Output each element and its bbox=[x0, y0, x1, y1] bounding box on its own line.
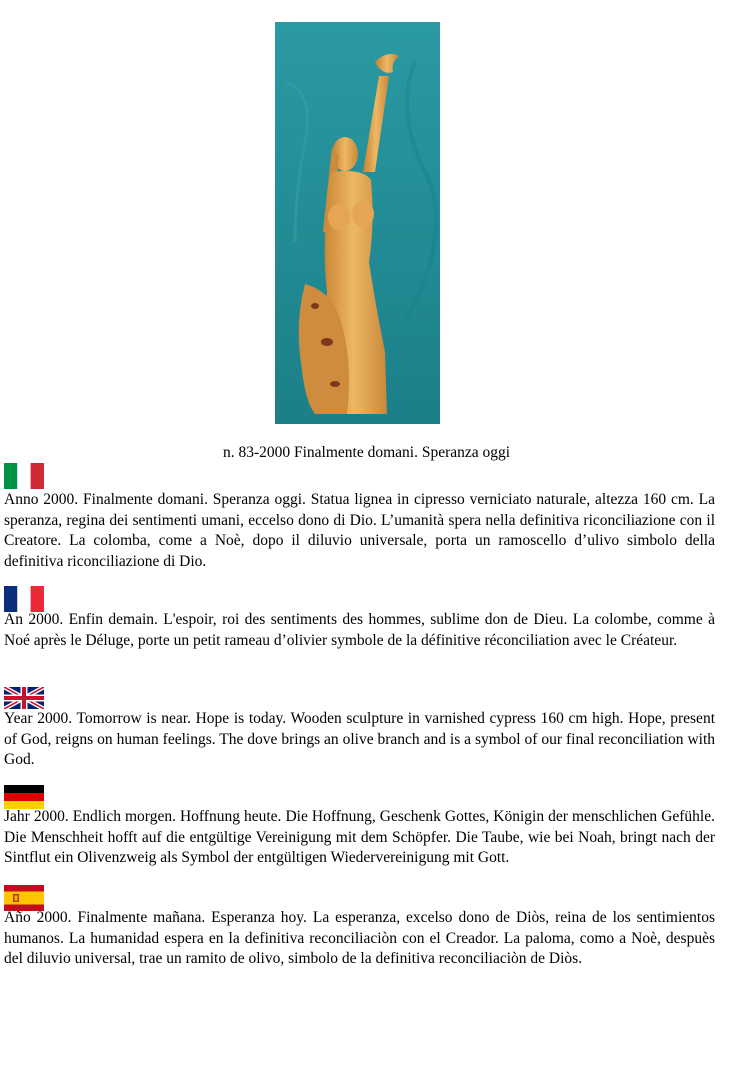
statue-photo bbox=[275, 22, 440, 424]
german-description: Jahr 2000. Endlich morgen. Hoffnung heute. Die Hoffnung, Geschenk Gottes, Königin der menschlichen Gefühle. Die Menschheit hofft auf die entgültige Vereinigung mit dem Schöpfer. Die Taube, wie bei Noah, bringt nach der Sintflut ein Olivenzweig als Symbol der entgültigen Wiedervereinigung mit Gott. bbox=[4, 808, 715, 867]
italian-description: Anno 2000. Finalmente domani. Speranza oggi. Statua lignea in cipresso verniciato naturale, altezza 160 cm. La speranza, regina dei sentimenti umani, eccelso dono di Dio. L’umanità spera nella definitiva riconciliazione con il Creatore. La colomba, come a Noè, dopo il diluvio universale, porta un ramoscello d’ulivo simbolo della definitiva riconciliazione di Dio. bbox=[4, 491, 715, 570]
wooden-statue-icon bbox=[275, 22, 440, 424]
germany-flag-icon bbox=[4, 785, 44, 809]
italy-flag-icon bbox=[4, 463, 44, 489]
french-description: An 2000. Enfin demain. L'espoir, roi des sentiments des hommes, sublime don de Dieu. La colombe, comme à Noé après le Déluge, porte un petit rameau d’olivier symbole de la définitive réconciliation avec le Créateur. bbox=[4, 611, 715, 649]
spanish-description: Año 2000. Finalmente mañana. Esperanza hoy. La esperanza, excelso dono de Diòs, reina de los sentimientos humanos. La humanidad espera en la definitiva reconciliaciòn con el Creador. La paloma, como a Noè, despuès del diluvio universal, trae un ramito de olivo, simbolo de la definitiva reconciliaciòn de Diòs. bbox=[4, 909, 715, 968]
english-description: Year 2000. Tomorrow is near. Hope is today. Wooden sculpture in varnished cypress 160 cm high. Hope, present of God, reigns on human feelings. The dove brings an olive branch and is a symbol of our final reconciliation with God. bbox=[4, 710, 715, 769]
uk-flag-icon bbox=[4, 687, 44, 709]
photo-caption: n. 83-2000 Finalmente domani. Speranza oggi bbox=[222, 444, 511, 461]
france-flag-icon bbox=[4, 586, 44, 612]
